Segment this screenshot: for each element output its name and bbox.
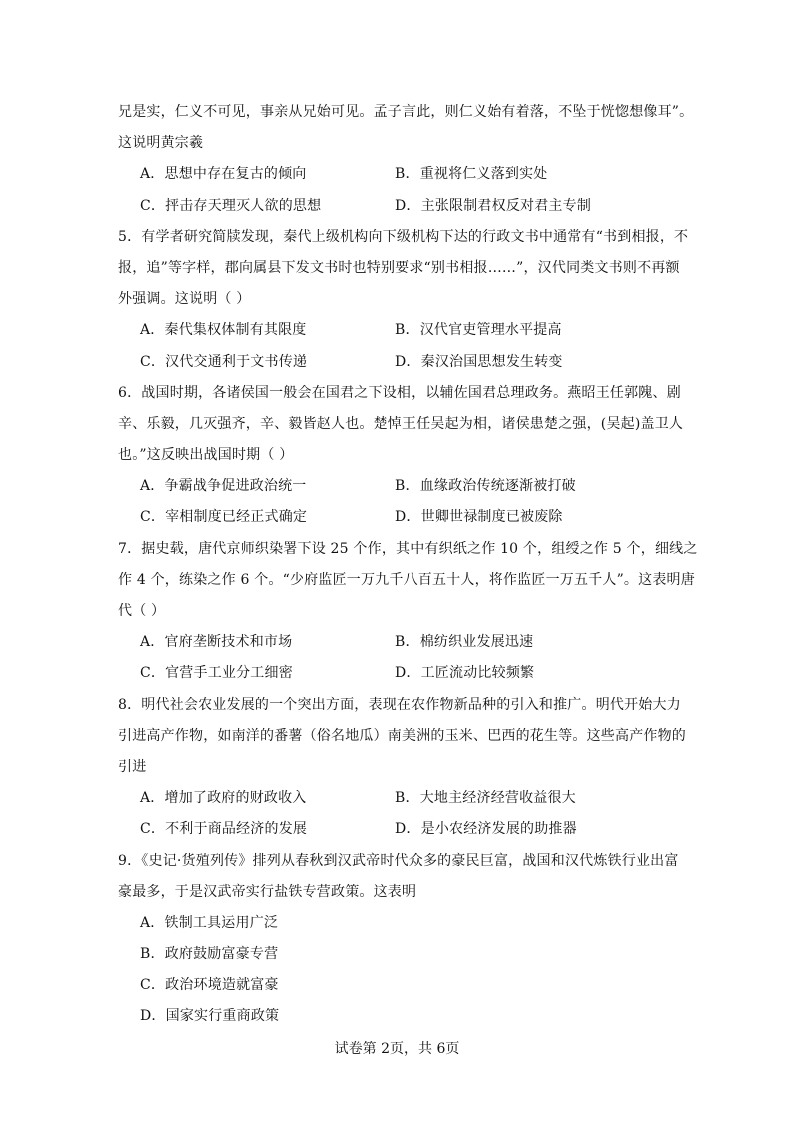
q9-stem-line-2: 豪最多，于是汉武帝实行盐铁专营政策。这表明 — [118, 883, 417, 900]
q9-option-b: B．政府鼓励富豪专营 — [140, 946, 279, 963]
q8-stem-line-1: 8．明代社会农业发展的一个突出方面，表现在农作物新品种的引入和推广。明代开始大力 — [118, 696, 681, 713]
q5-option-a: A．秦代集权体制有其限度 — [140, 322, 307, 339]
q6-options-row-1 — [118, 471, 678, 502]
q8-option-b: B．大地主经济经营收益很大 — [395, 790, 576, 807]
q5-option-d: D．秦汉治国思想发生转变 — [395, 353, 563, 370]
q7-stem-line-3: 代（ ） — [118, 603, 166, 619]
q5-stem-line-1: 5．有学者研究简牍发现，秦代上级机构向下级机构下达的行政文书中通常有“书到相报，不 — [118, 228, 689, 245]
q4-option-d: D．主张限制君权反对君主专制 — [395, 197, 592, 214]
q6-option-d: D．世卿世禄制度已被废除 — [395, 509, 563, 526]
q7-stem-line-1: 7．据史载，唐代京师织染署下设 25 个作，其中有织纸之作 10 个，组绶之作 5 个，细线之 — [118, 540, 698, 557]
q9-option-c: C．政治环境造就富豪 — [140, 977, 279, 994]
q5-option-b: B．汉代官吏管理水平提高 — [395, 322, 562, 339]
q6-stem-line-2: 辛、乐毅，几灭强齐，辛、毅皆赵人也。楚悼王任吴起为相，诸侯患楚之强，(吴起)盖卫人 — [118, 415, 684, 432]
q7-option-c: C．官营手工业分工细密 — [140, 665, 293, 682]
q6-option-a: A．争霸战争促进政治统一 — [140, 478, 307, 495]
q4-options-row-1 — [118, 159, 678, 190]
q8-options-row-1 — [118, 783, 678, 814]
q6-options-row-2 — [118, 502, 678, 533]
q4-continuation-line-2: 这说明黄宗羲 — [118, 135, 204, 152]
q9-option-d: D．国家实行重商政策 — [140, 1008, 280, 1025]
q5-option-c: C．汉代交通利于文书传递 — [140, 353, 308, 370]
q9-stem-line-1: 9．《史记·货殖列传》排列从春秋到汉武帝时代众多的豪民巨富，战国和汉代炼铁行业出富 — [118, 852, 679, 869]
page-content — [118, 97, 698, 1033]
q6-stem-line-1: 6．战国时期，各诸侯国一般会在国君之下设相，以辅佐国君总理政务。燕昭王任郭隗、剧 — [118, 384, 681, 401]
q9-option-a: A．铁制工具运用广泛 — [140, 914, 279, 931]
q5-stem-line-2: 报，追”等字样，郡向属县下发文书时也特别要求“别书相报……”，汉代同类文书则不再额 — [118, 259, 680, 276]
q4-option-a: A．思想中存在复古的倾向 — [140, 166, 307, 183]
q8-stem-line-2: 引进高产作物，如南洋的番薯（俗名地瓜）南美洲的玉米、巴西的花生等。这些高产作物的 — [118, 727, 686, 744]
q5-stem-line-3: 外强调。这说明（ ） — [118, 291, 251, 308]
q4-continuation-line-1: 兄是实，仁义不可见，事亲从兄始可见。孟子言此，则仁义始有着落，不坠于恍惚想像耳”。 — [118, 104, 694, 120]
q8-option-d: D．是小农经济发展的助推器 — [395, 821, 577, 838]
q5-options-row-2 — [118, 347, 678, 378]
q7-stem-line-2: 作 4 个，练染之作 6 个。“少府监匠一万九千八百五十人，将作监匠一万五千人”。这表明唐 — [118, 571, 695, 588]
q4-options-row-2 — [118, 191, 678, 222]
q7-option-d: D．工匠流动比较频繁 — [395, 665, 535, 682]
q6-option-c: C．宰相制度已经正式确定 — [140, 509, 308, 526]
q7-option-a: A．官府垄断技术和市场 — [140, 634, 293, 651]
q7-option-b: B．棉纺织业发展迅速 — [395, 634, 534, 651]
q6-option-b: B．血缘政治传统逐渐被打破 — [395, 478, 576, 495]
q8-option-c: C．不利于商品经济的发展 — [140, 821, 308, 838]
q8-options-row-2 — [118, 814, 678, 845]
q4-option-c: C．抨击存天理灭人欲的思想 — [140, 197, 322, 214]
q4-option-b: B．重视将仁义落到实处 — [395, 166, 548, 183]
q7-options-row-2 — [118, 658, 678, 689]
page-footer: 试卷第 2页，共 6页 — [334, 1041, 460, 1057]
q8-option-a: A．增加了政府的财政收入 — [140, 790, 307, 807]
q6-stem-line-3: 也。”这反映出战国时期（ ） — [118, 447, 294, 464]
q5-options-row-1 — [118, 315, 678, 346]
q7-options-row-1 — [118, 627, 678, 658]
q8-stem-line-3: 引进 — [118, 758, 147, 775]
